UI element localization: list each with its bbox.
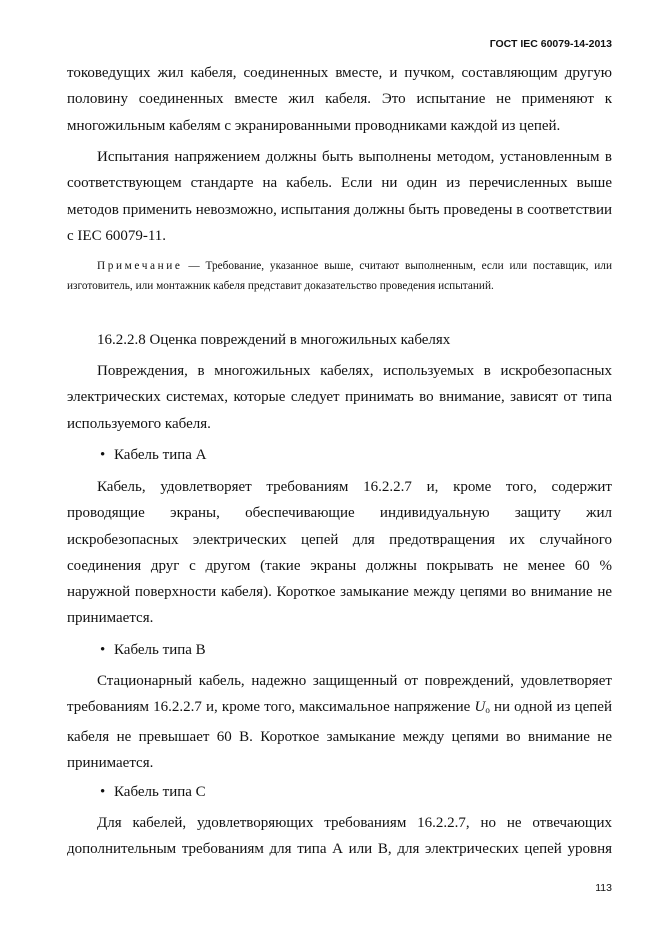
bullet-text: Кабель типа С — [114, 784, 206, 800]
paragraph-text: токоведущих жил кабеля, соединенных вместе, и пучком, составляющим другую половину соединенных вместе жил кабеля. Это испытание не применяют к многожильным кабелям с экранированными проводниками каждой из цепей. — [67, 65, 612, 134]
paragraph-text: Для кабелей, удовлетворяющих требованиям 16.2.2.7, но не отвечающих дополнительным требованиям для типа А или В, для электрических цепей уровня — [67, 815, 612, 858]
bullet-icon: • — [100, 784, 106, 800]
paragraph-continuation — [67, 60, 612, 139]
variable-subscript-o: o — [485, 705, 490, 716]
paragraph-cable-type-b — [67, 668, 612, 776]
paragraph-text — [67, 668, 612, 776]
note-block — [67, 257, 612, 296]
paragraph-text-part: Стационарный кабель, надежно защищенный от повреждений, удовлетворяет требованиям 16.2.2.7 и, кроме того, максимальное напряжение — [67, 673, 612, 716]
note-paragraph — [67, 257, 612, 296]
bullet-icon: • — [100, 447, 106, 463]
bullet-item-cable-type-a — [67, 442, 612, 468]
bullet-item-cable-type-c — [67, 779, 612, 805]
bullet-icon: • — [100, 642, 106, 658]
paragraph-text: Повреждения, в многожильных кабелях, используемых в искробезопасных электрических системах, которые следует принимать во внимание, зависят от типа используемого кабеля. — [67, 363, 612, 432]
page-number: 113 — [595, 882, 612, 894]
note-label: Примечание — [97, 260, 183, 272]
paragraph-cable-type-a — [67, 474, 612, 632]
section-heading-text: 16.2.2.8 Оценка повреждений в многожильных кабелях — [97, 332, 451, 348]
bullet-text: Кабель типа А — [114, 447, 207, 463]
variable-u: U — [474, 699, 486, 716]
paragraph-cable-type-c — [67, 810, 612, 863]
paragraph-damage-intro — [67, 358, 612, 437]
document-header-standard-id: ГОСТ IEC 60079-14-2013 — [489, 38, 612, 50]
paragraph-text-part: ни одной из цепей кабеля не превышает 60 В. Короткое замыкание между цепями во внимание не принимается. — [67, 699, 612, 771]
note-text: Требование, указанное выше, считают выполненным, если или поставщик, или изготовитель, или монтажник кабеля представит доказательство проведения испытаний. — [67, 260, 612, 292]
bullet-text: Кабель типа В — [114, 642, 206, 658]
section-heading-16-2-2-8 — [67, 327, 612, 353]
bullet-item-cable-type-b — [67, 637, 612, 663]
paragraph-voltage-tests — [67, 144, 612, 249]
paragraph-text: Кабель, удовлетворяет требованиям 16.2.2.7 и, кроме того, содержит проводящие экраны, обеспечивающие индивидуальную защиту жил искробезопасных электрических цепей для предотвращения их случайного соединения друг с другом (такие экраны должны покрывать не менее 60 % наружной поверхности кабеля). Короткое замыкание между цепями во внимание не принимается. — [67, 479, 612, 627]
note-dash: — — [182, 260, 206, 272]
paragraph-text: Испытания напряжением должны быть выполнены методом, установленным в соответствующем стандарте на кабель. Если ни один из перечисленных выше методов применить невозможно, испытания должны быть проведены в соответствии с IEC 60079-11. — [67, 149, 612, 244]
